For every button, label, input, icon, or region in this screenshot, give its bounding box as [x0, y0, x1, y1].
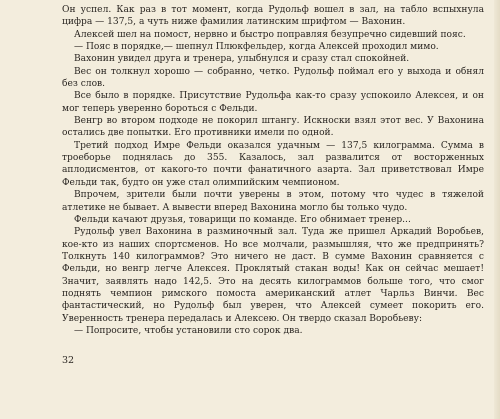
paragraph: Вахонин увидел друга и тренера, улыбнулся и сразу стал спокойней.: [74, 54, 410, 65]
paragraph: Алексей шел на помост, нервно и быстро поправляя безупречно сидевший пояс.: [74, 29, 466, 40]
page-edge-shadow: [494, 0, 500, 419]
paragraph: Все было в порядке. Присутствие Рудольфа как-то сразу успокоило Алексея, и он мог теперь уверенно бороться с Фельди.: [62, 91, 484, 114]
paragraph: — Пояс в порядке,— шепнул Плюкфельдер, когда Алексей проходил мимо.: [74, 42, 439, 53]
paragraph: Венгр во втором подходе не покорил штангу. Искноски взял этот вес. У Вахонина остались две попытки. Его противники имели по одной.: [62, 116, 484, 139]
paragraph: Фельди качают друзья, товарищи по команде. Его обнимает тренер...: [74, 214, 411, 225]
page-number: 32: [62, 355, 75, 366]
paragraph: Рудольф увел Вахонина в разминочный зал. Туда же пришел Аркадий Воробьев, кое-кто из наших спортсменов. Но все молчали, размышляя, что же предпринять? Толкнуть 140 килограммов? Это ничего не даст. В сумме Вахонин сравняется с Фельди, но венгр легче Алексея. Проклятый стакан воды! Как он сейчас мешает! Значит, заявлять надо 142,5. Это на десять килограммов больше того, что смог поднять чемпион римского помоста американский атлет Чарльз Винчи. Вес фантастический, но Рудольф был уверен, что Алексей сумеет покорить его. Уверенность тренера передалась и Алексею. Он твердо сказал Воробьеву:: [62, 227, 484, 324]
paragraph: — Попросите, чтобы установили сто сорок два.: [74, 325, 303, 336]
paragraph: Третий подход Имре Фельди оказался удачным — 137,5 килограмма. Сумма в троеборье поднялась до 355. Казалось, зал развалится от восторженных аплодисментов, от какого-то почти фанатичного азарта. Зал приветствовал Имре Фельди так, будто он уже стал олимпийским чемпионом.: [62, 140, 484, 188]
paragraph: Впрочем, зрители были почти уверены в этом, потому что чудес в тяжелой атлетике не бывает. А вывести вперед Вахонина могло бы только чудо.: [62, 190, 484, 213]
paragraph: Вес он толкнул хорошо — собранно, четко. Рудольф поймал его у выхода и обнял без слов.: [62, 66, 484, 90]
paragraph: Он успел. Как раз в тот момент, когда Рудольф вошел в зал, на табло вспыхнула цифра — 137,5, а чуть ниже фамилия латинским шрифтом — Вахонин.: [62, 5, 484, 28]
body-text: [62, 4, 484, 337]
